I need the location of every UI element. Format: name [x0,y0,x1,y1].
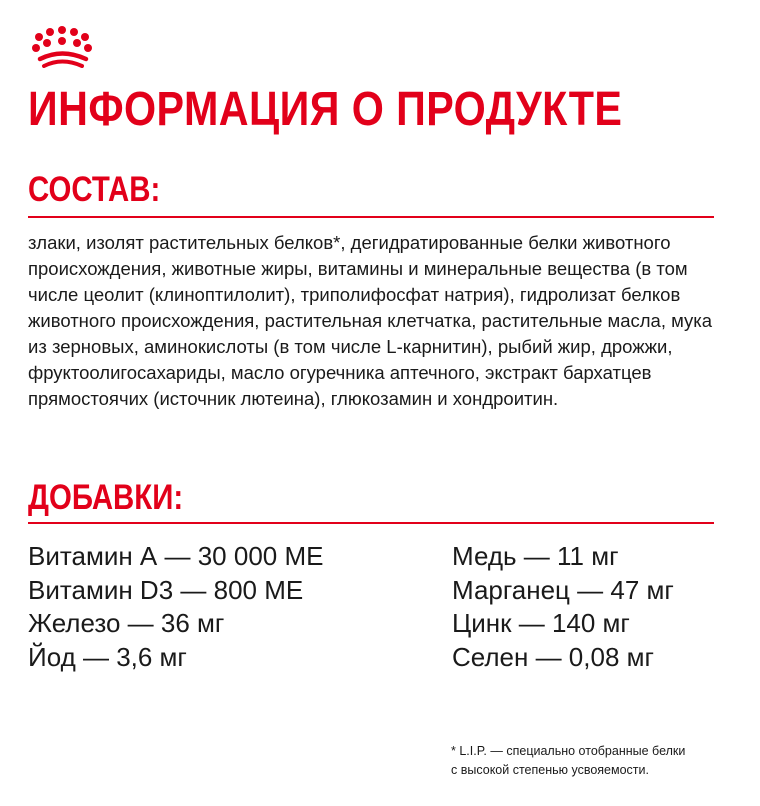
additive-item: Медь — 11 мг [452,541,619,571]
additives-list-right [452,540,674,674]
additive-item: Марганец — 47 мг [452,574,674,605]
composition-heading: СОСТАВ: [28,170,161,209]
royal-canin-crown-icon [30,26,100,68]
additive-item: Селен — 0,08 мг [452,641,654,672]
footnote [451,742,685,780]
additives-list-left [28,540,323,674]
additives-divider [28,522,714,524]
footnote-line: * L.I.P. — специально отобранные белки [451,744,686,758]
composition-text: злаки, изолят растительных белков*, дегидратированные белки животного происхождения, животные жиры, витамины и минеральные вещества (в том числе цеолит (клиноптилолит), триполифосфат натрия), гидролизат белков животного происхождения, растительная клетчатка, растительные масла, мука из зерновых, аминокислоты (в том числе L-карнитин), рыбий жир, дрожжи, фруктоолигосахариды, масло огуречника аптечного, экстракт бархатцев прямостоячих (источник лютеина), глюкозамин и хондроитин. [28,232,713,409]
page-title: ИНФОРМАЦИЯ О ПРОДУКТЕ [28,83,623,136]
composition-divider [28,216,714,218]
footnote-line: с высокой степенью усвояемости. [451,763,649,777]
additive-item: Витамин D3 — 800 МЕ [28,574,304,605]
additives-heading: ДОБАВКИ: [28,478,184,517]
additive-item: Железо — 36 мг [28,608,225,638]
additive-item: Цинк — 140 мг [452,608,630,638]
additive-item: Йод — 3,6 мг [28,641,187,672]
additive-item: Витамин А — 30 000 МЕ [28,541,324,571]
